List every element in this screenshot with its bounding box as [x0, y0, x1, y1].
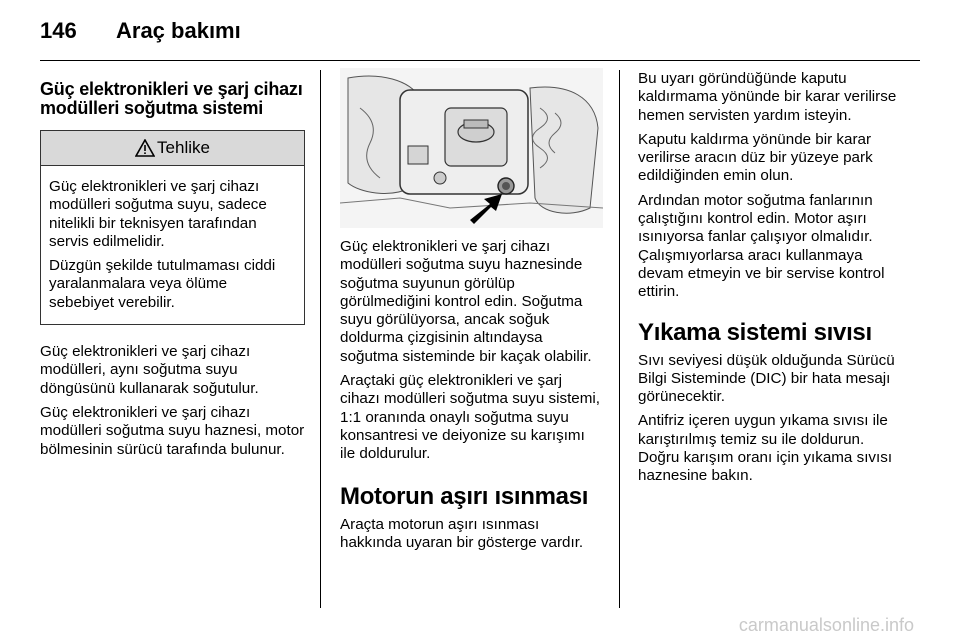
column-right [638, 70, 908, 492]
paragraph: Güç elektronikleri ve şarj cihazı modülleri soğutma suyu haznesi, motor bölmesinin sürücü tarafında bulunur. [40, 403, 305, 458]
paragraph: Antifriz içeren uygun yıkama sıvısı ile karıştırılmış temiz su ile doldurun. Doğru karışım oranı için yıkama sıvısı haznesine bakın. [638, 412, 893, 485]
column-divider-2 [619, 70, 620, 608]
section-heading-overheating: Motorun aşırı ısınması [340, 482, 589, 510]
column-divider-1 [320, 70, 321, 608]
danger-text-2: Düzgün şekilde tutulmaması ciddi yaralanmalara veya ölüme sebebiyet verebilir. [49, 257, 276, 311]
danger-title: Tehlike [157, 137, 210, 157]
danger-text-1: Güç elektronikleri ve şarj cihazı modülleri soğutma suyu, sadece nitelikli bir teknisyen tarafından servis edilmelidir. [49, 178, 267, 250]
paragraph: Sıvı seviyesi düşük olduğunda Sürücü Bilgi Sisteminde (DIC) bir hata mesajı görünecektir. [638, 351, 895, 406]
section-heading-cooling: Güç elektronikleri ve şarj cihazı modülleri soğutma sistemi [40, 79, 303, 118]
page-number: 146 [40, 18, 77, 43]
paragraph: Güç elektronikleri ve şarj cihazı modülleri, aynı soğutma suyu döngüsünü kullanarak soğutulur. [40, 343, 259, 397]
paragraph: Kaputu kaldırma yönünde bir karar verilirse aracın düz bir yüzeye park edildiğinden emin olun. [638, 130, 873, 185]
danger-body [41, 166, 304, 324]
paragraph: Bu uyarı göründüğünde kaputu kaldırmama yönünde bir karar verilirse hemen servisten yardım isteyin. [638, 70, 897, 124]
column-middle [340, 70, 603, 558]
page-header [40, 12, 920, 52]
column-left [40, 70, 305, 465]
paragraph: Araçtaki güç elektronikleri ve şarj cihazı modülleri soğutma suyu sistemi, 1:1 oranında onaylı soğutma suyu konsantresi ve deiyonize su karışımı ile doldurulur. [340, 372, 600, 463]
danger-header [41, 131, 304, 166]
danger-box [40, 130, 305, 325]
coolant-reservoir-illustration [340, 68, 603, 228]
paragraph: Araçta motorun aşırı ısınması hakkında uyaran bir gösterge vardır. [340, 515, 584, 551]
paragraph: Ardından motor soğutma fanlarının çalıştığını kontrol edin. Motor aşırı ısınıyorsa fanlar çalışıyor olmalıdır. Çalışmıyorlarsa aracı kullanmaya devam etmeyin ve bir servise kontrol ettirin. [638, 191, 885, 301]
warning-triangle-icon [135, 139, 155, 157]
section-heading-washer-fluid: Yıkama sistemi sıvısı [638, 318, 872, 346]
watermark: carmanualsonline.info [738, 615, 914, 635]
header-divider [40, 60, 920, 61]
paragraph: Güç elektronikleri ve şarj cihazı modülleri soğutma suyu haznesinde soğutma suyunun görülüp görülmediğini kontrol edin. Soğutma suyu görülüyorsa, ancak soğuk doldurma çizgisinin altındaysa soğutma sisteminde bir kaçak olabilir. [340, 238, 592, 365]
page-title: Araç bakımı [116, 18, 241, 43]
